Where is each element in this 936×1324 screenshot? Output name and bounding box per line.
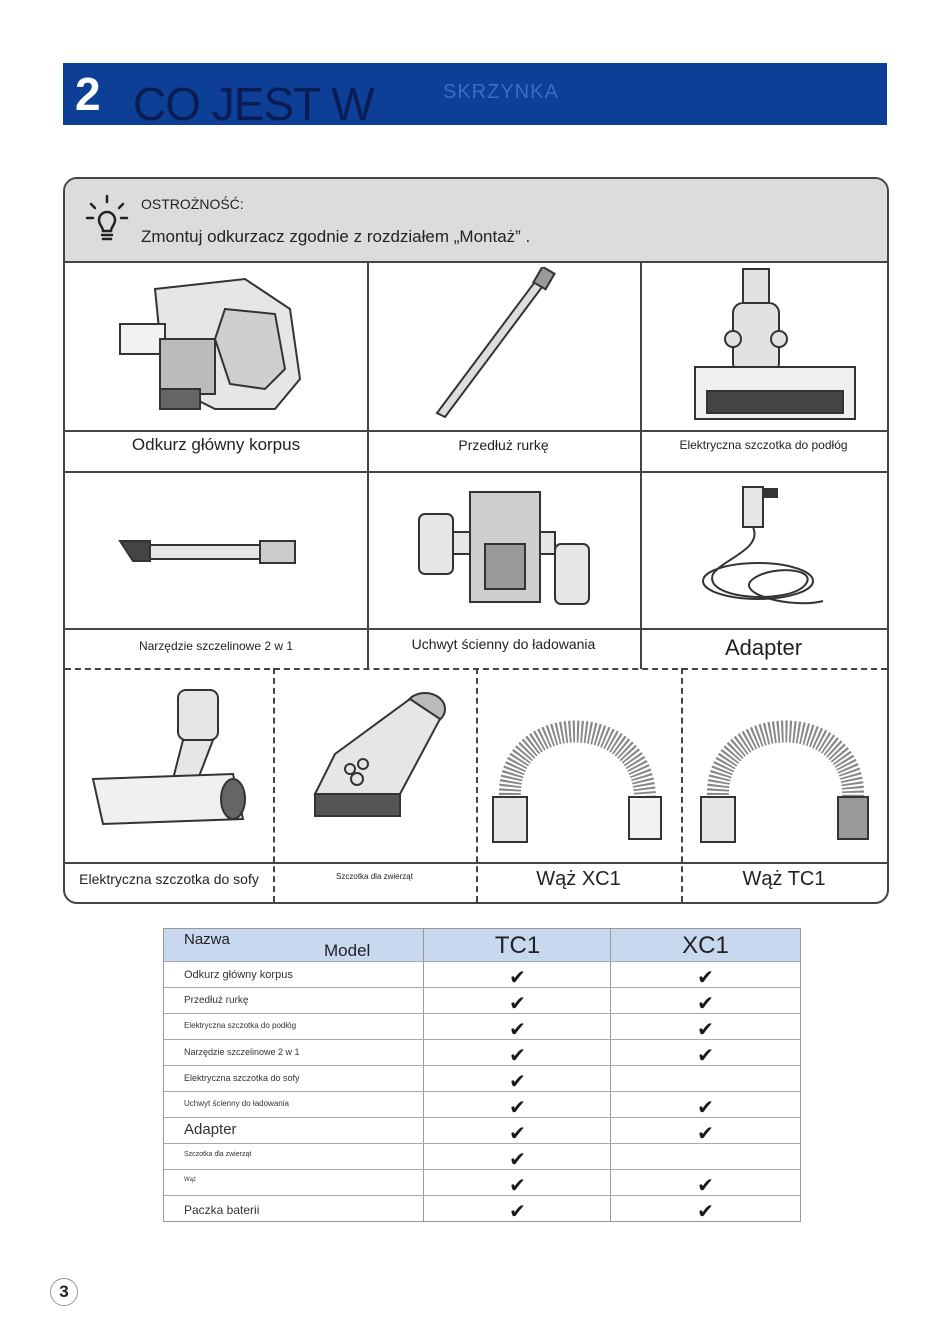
check-icon: ✔ <box>697 993 714 1015</box>
row-name: Adapter <box>184 1121 237 1138</box>
check-icon: ✔ <box>509 967 526 989</box>
check-icon: ✔ <box>509 1071 526 1093</box>
part-label-crevice-tool: Narzędzie szczelinowe 2 w 1 <box>138 639 294 653</box>
model-tc1-header: TC1 <box>494 932 541 959</box>
check-icon: ✔ <box>697 967 714 989</box>
part-label-hose-tc1: Wąż TC1 <box>742 868 826 890</box>
check-icon: ✔ <box>509 1201 526 1223</box>
grid-divider <box>681 668 683 902</box>
row-name: Przedłuż rurkę <box>184 995 249 1006</box>
check-icon: ✔ <box>509 1019 526 1041</box>
section-banner <box>63 63 887 130</box>
wall-mount-image <box>415 484 595 614</box>
grid-divider <box>65 862 887 864</box>
table-header <box>164 929 800 961</box>
part-label-pet-brush: Szczotka dla zwierząt <box>336 872 413 881</box>
caution-panel <box>65 179 887 263</box>
check-icon: ✔ <box>697 1045 714 1067</box>
grid-divider <box>65 471 887 473</box>
check-icon: ✔ <box>509 1097 526 1119</box>
table-row <box>164 987 800 1014</box>
section-number: 2 <box>75 68 101 120</box>
check-icon: ✔ <box>509 1149 526 1171</box>
adapter-image <box>693 479 843 619</box>
grid-divider <box>65 430 887 432</box>
table-row <box>164 1143 800 1170</box>
part-label-sofa-brush: Elektryczna szczotka do sofy <box>79 871 259 887</box>
part-label-wall-mount: Uchwyt ścienny do ładowania <box>411 636 596 652</box>
grid-divider <box>273 668 275 902</box>
extension-tube-image <box>425 267 575 427</box>
grid-divider <box>367 261 369 669</box>
table-row <box>164 961 800 988</box>
check-icon: ✔ <box>509 1045 526 1067</box>
table-row <box>164 1117 800 1144</box>
part-label-extension-tube: Przedłuż rurkę <box>458 437 549 453</box>
check-icon: ✔ <box>697 1097 714 1119</box>
table-row <box>164 1065 800 1092</box>
part-label-main-body: Odkurz główny korpus <box>131 435 301 454</box>
section-title: CO JEST W <box>133 78 374 130</box>
row-name: Uchwyt ścienny do ładowania <box>184 1099 289 1108</box>
sofa-brush-image <box>83 684 253 834</box>
crevice-tool-image <box>115 519 305 579</box>
table-row <box>164 1195 800 1222</box>
grid-divider <box>640 261 642 669</box>
row-name: Paczka baterii <box>184 1203 260 1217</box>
row-name: Narzędzie szczelinowe 2 w 1 <box>184 1047 300 1057</box>
table-row <box>164 1091 800 1118</box>
table-row <box>164 1013 800 1040</box>
part-label-floor-brush: Elektryczna szczotka do podłóg <box>679 438 848 452</box>
model-column-header: Model <box>324 941 371 960</box>
row-name: Odkurz główny korpus <box>184 969 293 981</box>
row-name: Wąż <box>184 1177 196 1183</box>
row-name: Elektryczna szczotka do podłóg <box>184 1021 297 1030</box>
part-label-hose-xc1: Wąż XC1 <box>536 868 621 890</box>
model-xc1-header: XC1 <box>682 932 729 959</box>
model-comparison-table <box>163 928 801 1222</box>
caution-title: OSTROŻNOŚĆ: <box>141 196 244 212</box>
table-row <box>164 1039 800 1066</box>
check-icon: ✔ <box>697 1175 714 1197</box>
section-subtitle: SKRZYNKA <box>443 81 559 103</box>
check-icon: ✔ <box>697 1201 714 1223</box>
floor-brush-image <box>685 267 865 425</box>
lightbulb-icon <box>85 194 129 244</box>
row-name: Elektryczna szczotka do sofy <box>184 1073 300 1083</box>
page-number: 3 <box>50 1278 78 1306</box>
check-icon: ✔ <box>509 993 526 1015</box>
check-icon: ✔ <box>697 1019 714 1041</box>
pet-brush-image <box>305 684 455 834</box>
table-row <box>164 1169 800 1196</box>
hose-xc1-image <box>485 689 670 844</box>
caution-text: Zmontuj odkurzacz zgodnie z rozdziałem „Montaż” . <box>141 227 531 246</box>
check-icon: ✔ <box>509 1175 526 1197</box>
grid-divider <box>476 668 478 902</box>
main-body-image <box>115 269 315 419</box>
check-icon: ✔ <box>509 1123 526 1145</box>
check-icon: ✔ <box>697 1123 714 1145</box>
contents-box <box>63 177 889 904</box>
grid-divider <box>65 628 887 630</box>
row-name: Szczotka dla zwierząt <box>184 1151 252 1158</box>
name-column-header: Nazwa <box>184 931 230 948</box>
hose-tc1-image <box>693 689 878 844</box>
part-label-adapter: Adapter <box>724 635 803 660</box>
